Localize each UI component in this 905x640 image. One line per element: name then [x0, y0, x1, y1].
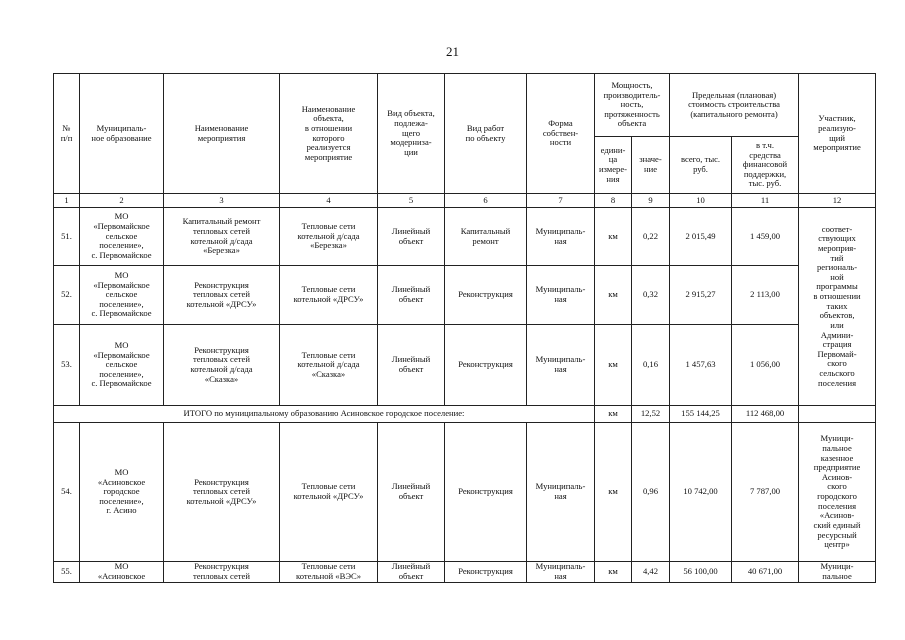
row-activity: Реконструкция тепловых сетей котельной д/сада «Сказка» [164, 325, 280, 406]
table-row [54, 562, 876, 583]
row-object-type: Линейный объект [378, 325, 445, 406]
row-object-name: Тепловые сети котельной д/сада «Сказка» [280, 325, 378, 406]
row-participant: Муници- пальное [820, 562, 854, 581]
total-incl: 112 468,00 [732, 406, 799, 423]
row-participant: соответ- ствующих мероприя- тий региональ- ной программы в отношении таких объектов, или Админи- страция Первомай- ского сельского поселения [799, 208, 876, 406]
row-object-name: Тепловые сети котельной «ДРСУ» [280, 423, 378, 562]
header-municipality: Муниципаль- ное образование [80, 74, 164, 194]
col-index: 8 [595, 194, 632, 208]
header-object-name: Наименование объекта, в отношении которого реализуется мероприятие [280, 74, 378, 194]
row-object-type: Линейный объект [378, 423, 445, 562]
row-participant-cell [799, 562, 876, 583]
column-index-row [54, 194, 876, 208]
row-ownership: Муниципаль- ная [527, 423, 595, 562]
row-object-name: Тепловые сети котельной «ДРСУ» [280, 266, 378, 325]
row-value: 4,42 [632, 562, 670, 583]
table-row [54, 208, 876, 266]
row-num: 52. [54, 266, 80, 325]
header-cost: Предельная (плановая) стоимость строительства (капитального ремонта) [670, 74, 799, 137]
row-activity: Реконструкция тепловых сетей котельной «ДРСУ» [164, 266, 280, 325]
header-participant: Участник, реализую- щий мероприятие [799, 74, 876, 194]
table-row [54, 325, 876, 406]
row-object-name: Тепловые сети котельной д/сада «Березка» [280, 208, 378, 266]
header-object-type: Вид объекта, подлежа- щего модерниза- ции [378, 74, 445, 194]
header-value: значе- ние [632, 137, 670, 194]
row-ownership: Муниципаль- ная [527, 325, 595, 406]
row-ownership: Муниципаль- ная [527, 208, 595, 266]
row-municipality: МО «Асиновское городское поселение», г. Асино [80, 423, 164, 562]
col-index: 12 [799, 194, 876, 208]
row-object-name-cell [280, 562, 378, 583]
col-index: 5 [378, 194, 445, 208]
total-value: 12,52 [632, 406, 670, 423]
row-unit: км [595, 325, 632, 406]
header-capacity: Мощность, производитель- ность, протяженность объекта [595, 74, 670, 137]
table-row [54, 266, 876, 325]
row-num: 53. [54, 325, 80, 406]
col-index: 1 [54, 194, 80, 208]
header-ownership: Форма собствен- ности [527, 74, 595, 194]
investment-program-table [53, 73, 876, 583]
row-total: 2 015,49 [670, 208, 732, 266]
row-object-type-cell [378, 562, 445, 583]
row-activity: Реконструкция тепловых сетей котельной «ДРСУ» [164, 423, 280, 562]
row-total: 1 457,63 [670, 325, 732, 406]
row-incl: 1 459,00 [732, 208, 799, 266]
row-incl: 40 671,00 [732, 562, 799, 583]
row-work-type: Реконструкция [445, 423, 527, 562]
row-incl: 1 056,00 [732, 325, 799, 406]
row-ownership: Муниципаль- ная [535, 562, 586, 581]
col-index: 9 [632, 194, 670, 208]
col-index: 6 [445, 194, 527, 208]
row-work-type: Реконструкция [445, 266, 527, 325]
row-work-type: Реконструкция [445, 325, 527, 406]
header-total: всего, тыс. руб. [670, 137, 732, 194]
row-municipality: МО «Асиновское [97, 562, 146, 581]
row-value: 0,96 [632, 423, 670, 562]
row-total: 2 915,27 [670, 266, 732, 325]
total-label: ИТОГО по муниципальному образованию Асиновское городское поселение: [54, 406, 595, 423]
col-index: 7 [527, 194, 595, 208]
row-object-name: Тепловые сети котельной «ВЭС» [295, 562, 362, 581]
row-object-type: Линейный объект [378, 266, 445, 325]
header-activity: Наименование мероприятия [164, 74, 280, 194]
col-index: 2 [80, 194, 164, 208]
row-unit: км [595, 562, 632, 583]
row-value: 0,22 [632, 208, 670, 266]
row-work-type: Капитальный ремонт [445, 208, 527, 266]
total-sum: 155 144,25 [670, 406, 732, 423]
col-index: 3 [164, 194, 280, 208]
row-unit: км [595, 266, 632, 325]
row-value: 0,16 [632, 325, 670, 406]
row-activity: Реконструкция тепловых сетей [193, 562, 250, 581]
header-work-type: Вид работ по объекту [445, 74, 527, 194]
row-unit: км [595, 423, 632, 562]
total-unit: км [595, 406, 632, 423]
total-participant [799, 406, 876, 423]
row-value: 0,32 [632, 266, 670, 325]
row-total: 56 100,00 [670, 562, 732, 583]
page-number: 21 [446, 44, 459, 59]
col-index: 10 [670, 194, 732, 208]
row-num: 54. [54, 423, 80, 562]
row-object-type: Линейный объект [378, 208, 445, 266]
row-num: 51. [54, 208, 80, 266]
row-activity: Капитальный ремонт тепловых сетей котельной д/сада «Березка» [164, 208, 280, 266]
total-row [54, 406, 876, 423]
page-bottom-margin [0, 598, 905, 640]
row-municipality: МО «Первомайское сельское поселение», с. Первомайское [80, 208, 164, 266]
row-incl: 7 787,00 [732, 423, 799, 562]
row-ownership: Муниципаль- ная [527, 266, 595, 325]
row-incl: 2 113,00 [732, 266, 799, 325]
header-unit: едини- ца измере- ния [595, 137, 632, 194]
row-unit: км [595, 208, 632, 266]
col-index: 11 [732, 194, 799, 208]
table-row [54, 423, 876, 562]
row-municipality-cell [80, 562, 164, 583]
row-work-type: Реконструкция [445, 562, 527, 583]
row-total: 10 742,00 [670, 423, 732, 562]
row-municipality: МО «Первомайское сельское поселение», с. Первомайское [80, 266, 164, 325]
row-ownership-cell [527, 562, 595, 583]
row-object-type: Линейный объект [391, 562, 431, 581]
header-num: № п/п [54, 74, 80, 194]
row-num: 55. [54, 562, 80, 583]
row-participant: Муници- пальное казенное предприятие Асинов- ского городского поселения «Асинов- ский единый ресурсный центр» [799, 423, 876, 562]
header-row [54, 74, 876, 137]
header-incl: в т.ч. средства финансовой поддержки, тыс. руб. [732, 137, 799, 194]
row-municipality: МО «Первомайское сельское поселение», с. Первомайское [80, 325, 164, 406]
row-activity-cell [164, 562, 280, 583]
col-index: 4 [280, 194, 378, 208]
